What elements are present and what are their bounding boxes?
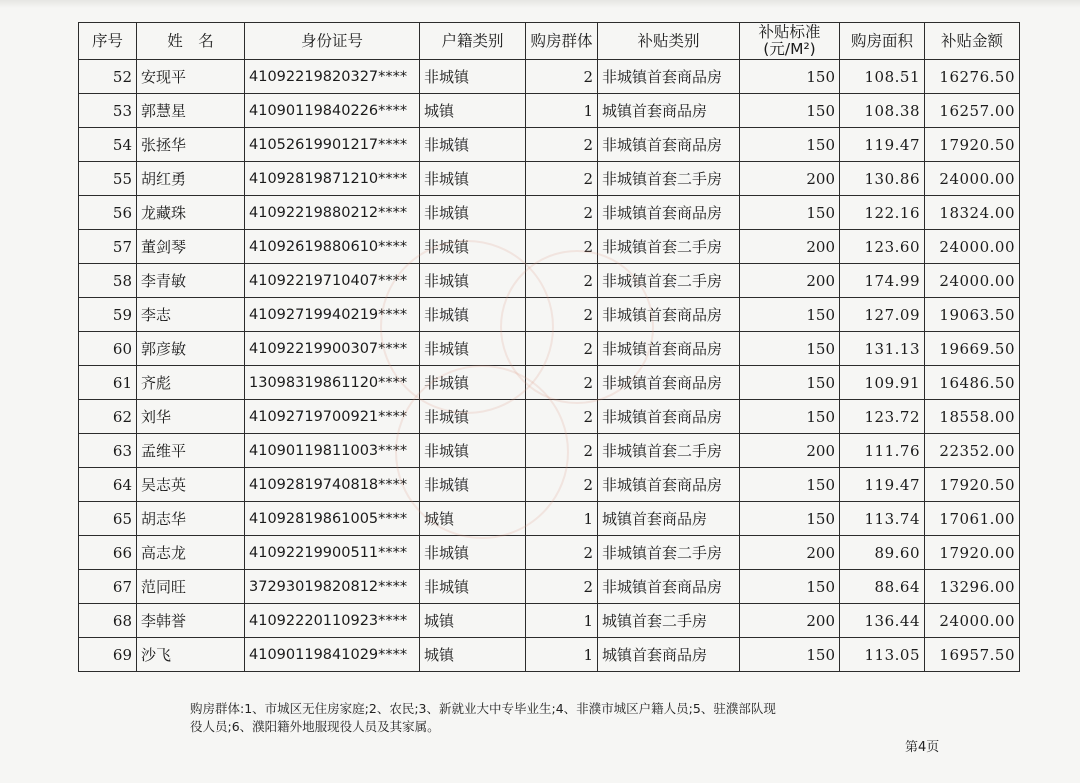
cell-no: 53 [79,94,137,128]
cell-name: 吴志英 [137,468,245,502]
cell-name: 董剑琴 [137,230,245,264]
cell-standard: 200 [740,162,840,196]
cell-id-number: 41092219880212**** [245,196,420,230]
cell-no: 55 [79,162,137,196]
cell-area: 174.99 [840,264,925,298]
cell-area: 119.47 [840,128,925,162]
table-row [79,196,1020,230]
cell-hukou-type: 非城镇 [420,162,526,196]
cell-hukou-type: 非城镇 [420,366,526,400]
cell-group: 2 [526,366,598,400]
header-amount: 补贴金额 [925,23,1020,60]
header-group: 购房群体 [526,23,598,60]
cell-id-number: 41052619901217**** [245,128,420,162]
cell-group: 2 [526,570,598,604]
cell-id-number: 41092719940219**** [245,298,420,332]
cell-amount: 17061.00 [925,502,1020,536]
cell-hukou-type: 非城镇 [420,536,526,570]
cell-area: 111.76 [840,434,925,468]
cell-no: 64 [79,468,137,502]
cell-group: 2 [526,434,598,468]
table-row [79,60,1020,94]
cell-amount: 16257.00 [925,94,1020,128]
cell-amount: 17920.50 [925,468,1020,502]
cell-standard: 150 [740,128,840,162]
cell-name: 孟维平 [137,434,245,468]
cell-area: 119.47 [840,468,925,502]
cell-standard: 150 [740,94,840,128]
cell-standard: 150 [740,298,840,332]
cell-group: 1 [526,604,598,638]
cell-group: 2 [526,332,598,366]
cell-amount: 19063.50 [925,298,1020,332]
cell-area: 109.91 [840,366,925,400]
table-row [79,570,1020,604]
header-standard-line1: 补贴标准 [758,23,821,41]
cell-id-number: 41092819861005**** [245,502,420,536]
cell-no: 61 [79,366,137,400]
cell-name: 齐彪 [137,366,245,400]
table-row [79,434,1020,468]
cell-group: 2 [526,400,598,434]
cell-hukou-type: 非城镇 [420,230,526,264]
cell-category: 非城镇首套商品房 [598,468,740,502]
cell-group: 2 [526,298,598,332]
cell-id-number: 41092819740818**** [245,468,420,502]
cell-category: 非城镇首套商品房 [598,196,740,230]
cell-amount: 24000.00 [925,162,1020,196]
cell-category: 城镇首套商品房 [598,94,740,128]
table-row [79,264,1020,298]
cell-name: 郭彦敏 [137,332,245,366]
cell-standard: 150 [740,400,840,434]
table-row [79,536,1020,570]
cell-category: 城镇首套商品房 [598,502,740,536]
cell-category: 非城镇首套二手房 [598,264,740,298]
cell-no: 59 [79,298,137,332]
cell-hukou-type: 非城镇 [420,332,526,366]
table-row [79,468,1020,502]
header-hukou: 户籍类别 [420,23,526,60]
cell-amount: 24000.00 [925,230,1020,264]
cell-name: 李韩誉 [137,604,245,638]
cell-area: 130.86 [840,162,925,196]
cell-hukou-type: 城镇 [420,638,526,672]
cell-category: 非城镇首套二手房 [598,230,740,264]
cell-no: 68 [79,604,137,638]
table-row [79,94,1020,128]
cell-name: 龙藏珠 [137,196,245,230]
cell-area: 113.05 [840,638,925,672]
header-id: 身份证号 [245,23,420,60]
cell-hukou-type: 非城镇 [420,400,526,434]
cell-area: 123.72 [840,400,925,434]
cell-standard: 200 [740,434,840,468]
cell-area: 88.64 [840,570,925,604]
cell-category: 非城镇首套二手房 [598,162,740,196]
cell-standard: 200 [740,536,840,570]
cell-standard: 150 [740,332,840,366]
cell-group: 2 [526,196,598,230]
cell-id-number: 41090119840226**** [245,94,420,128]
cell-group: 2 [526,536,598,570]
cell-amount: 13296.00 [925,570,1020,604]
cell-id-number: 41092819871210**** [245,162,420,196]
cell-id-number: 13098319861120**** [245,366,420,400]
cell-category: 非城镇首套商品房 [598,128,740,162]
table-row [79,366,1020,400]
cell-standard: 200 [740,230,840,264]
cell-standard: 150 [740,638,840,672]
cell-hukou-type: 非城镇 [420,298,526,332]
cell-amount: 24000.00 [925,264,1020,298]
cell-standard: 150 [740,366,840,400]
cell-category: 城镇首套二手房 [598,604,740,638]
cell-group: 2 [526,264,598,298]
header-standard-line2: (元/M²) [763,40,816,58]
cell-id-number: 41092619880610**** [245,230,420,264]
cell-no: 69 [79,638,137,672]
cell-name: 刘华 [137,400,245,434]
cell-hukou-type: 非城镇 [420,434,526,468]
cell-no: 56 [79,196,137,230]
cell-category: 非城镇首套商品房 [598,298,740,332]
cell-id-number: 41092219900511**** [245,536,420,570]
table-row [79,604,1020,638]
footnote-line2: 役人员;6、濮阳籍外地服现役人员及其家属。 [190,719,440,734]
header-category: 补贴类别 [598,23,740,60]
cell-hukou-type: 城镇 [420,502,526,536]
header-standard [740,23,840,60]
cell-amount: 18324.00 [925,196,1020,230]
table-row [79,400,1020,434]
cell-no: 67 [79,570,137,604]
cell-amount: 17920.00 [925,536,1020,570]
cell-area: 123.60 [840,230,925,264]
cell-hukou-type: 非城镇 [420,196,526,230]
cell-amount: 22352.00 [925,434,1020,468]
cell-amount: 16276.50 [925,60,1020,94]
cell-id-number: 37293019820812**** [245,570,420,604]
cell-group: 1 [526,94,598,128]
table-row [79,230,1020,264]
cell-name: 郭慧星 [137,94,245,128]
header-area: 购房面积 [840,23,925,60]
cell-area: 108.38 [840,94,925,128]
cell-standard: 150 [740,196,840,230]
cell-amount: 16957.50 [925,638,1020,672]
header-name: 姓 名 [137,23,245,60]
cell-standard: 150 [740,60,840,94]
cell-category: 非城镇首套二手房 [598,434,740,468]
cell-category: 非城镇首套商品房 [598,60,740,94]
cell-group: 2 [526,230,598,264]
cell-name: 安现平 [137,60,245,94]
footnote [190,700,850,736]
header-no: 序号 [79,23,137,60]
cell-id-number: 41090119811003**** [245,434,420,468]
page-number: 第4页 [905,740,940,755]
cell-id-number: 41092220110923**** [245,604,420,638]
cell-no: 52 [79,60,137,94]
table-row [79,128,1020,162]
cell-amount: 16486.50 [925,366,1020,400]
cell-no: 65 [79,502,137,536]
cell-standard: 200 [740,264,840,298]
table-row [79,298,1020,332]
cell-no: 57 [79,230,137,264]
cell-no: 62 [79,400,137,434]
cell-area: 108.51 [840,60,925,94]
cell-id-number: 41092219710407**** [245,264,420,298]
page-edge-top [0,0,1080,8]
cell-category: 非城镇首套商品房 [598,366,740,400]
cell-amount: 17920.50 [925,128,1020,162]
table-row [79,332,1020,366]
cell-name: 李青敏 [137,264,245,298]
cell-no: 66 [79,536,137,570]
cell-area: 136.44 [840,604,925,638]
cell-amount: 18558.00 [925,400,1020,434]
cell-hukou-type: 非城镇 [420,570,526,604]
table-header-row [79,23,1020,60]
cell-hukou-type: 非城镇 [420,60,526,94]
cell-id-number: 41090119841029**** [245,638,420,672]
cell-hukou-type: 非城镇 [420,264,526,298]
cell-amount: 24000.00 [925,604,1020,638]
cell-standard: 150 [740,570,840,604]
cell-no: 60 [79,332,137,366]
cell-area: 122.16 [840,196,925,230]
table-row [79,638,1020,672]
cell-group: 2 [526,128,598,162]
cell-id-number: 41092219820327**** [245,60,420,94]
footnote-line1: 购房群体:1、市城区无住房家庭;2、农民;3、新就业大中专毕业生;4、非濮市城区户籍人员;5、驻濮部队现 [190,701,776,716]
cell-area: 113.74 [840,502,925,536]
cell-group: 2 [526,162,598,196]
cell-hukou-type: 非城镇 [420,468,526,502]
cell-area: 127.09 [840,298,925,332]
cell-no: 54 [79,128,137,162]
cell-no: 58 [79,264,137,298]
table-row [79,502,1020,536]
cell-no: 63 [79,434,137,468]
cell-hukou-type: 非城镇 [420,128,526,162]
cell-id-number: 41092219900307**** [245,332,420,366]
cell-name: 胡红勇 [137,162,245,196]
cell-standard: 150 [740,468,840,502]
cell-name: 胡志华 [137,502,245,536]
cell-name: 沙飞 [137,638,245,672]
cell-amount: 19669.50 [925,332,1020,366]
cell-category: 非城镇首套商品房 [598,332,740,366]
cell-area: 89.60 [840,536,925,570]
cell-hukou-type: 城镇 [420,94,526,128]
table-row [79,162,1020,196]
cell-name: 高志龙 [137,536,245,570]
cell-category: 城镇首套商品房 [598,638,740,672]
cell-category: 非城镇首套二手房 [598,536,740,570]
cell-name: 李志 [137,298,245,332]
cell-hukou-type: 城镇 [420,604,526,638]
cell-area: 131.13 [840,332,925,366]
cell-category: 非城镇首套商品房 [598,570,740,604]
cell-group: 2 [526,60,598,94]
cell-standard: 150 [740,502,840,536]
cell-group: 1 [526,502,598,536]
cell-name: 范同旺 [137,570,245,604]
cell-id-number: 41092719700921**** [245,400,420,434]
cell-standard: 200 [740,604,840,638]
cell-category: 非城镇首套商品房 [598,400,740,434]
cell-group: 2 [526,468,598,502]
table-body [79,60,1020,672]
cell-name: 张拯华 [137,128,245,162]
cell-group: 1 [526,638,598,672]
subsidy-table [78,22,1020,672]
